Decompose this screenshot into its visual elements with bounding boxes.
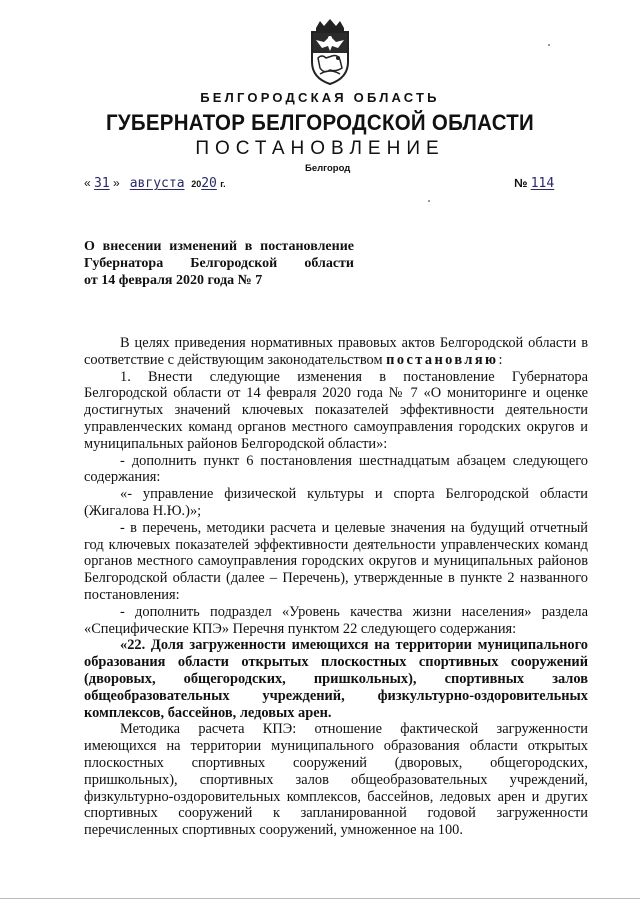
paragraph-methodology: Методика расчета КПЭ: отношение фактической загруженности имеющихся на территории муниципального образования области открытых плоскостных спортивных сооружений (дворовых, общегородских, пришкольных), спортивных залов общеобразовательных учреждений, физкультурно-оздоровительных комплексов, бассейнов, ледовых арен и других спортивных сооружений к запланированной годовой загруженности перечисленных спортивных сооружений, умноженное на 100. — [84, 721, 588, 839]
date-year-prefix: 20 — [191, 179, 202, 189]
page-bottom-edge — [0, 898, 640, 899]
preamble-end: : — [498, 351, 503, 368]
paragraph-item-1: 1. Внести следующие изменения в постановление Губернатора Белгородской области от 14 февраля 2020 года № 7 «О мониторинге и оценке достигнутых значений ключевых показателей эффективности деятельности управленческих команд органов местного самоуправления городских округов и муниципальных районов Белгородской области»: — [84, 368, 588, 452]
number-label: № — [514, 176, 528, 190]
subject-line-1: О внесении изменений в постановление — [84, 239, 354, 254]
document-type: ПОСТАНОВЛЕНИЕ — [195, 138, 445, 159]
scan-speck — [548, 44, 550, 46]
paragraph-point-22: «22. Доля загруженности имеющихся на территории муниципального образования области открытых плоскостных спортивных сооружений (дворовых, общегородских, пришкольных), спортивных залов общеобразовательных учреждений, физкультурно-оздоровительных комплексов, бассейнов, ледовых арен. — [84, 637, 588, 721]
governor-title: ГУБЕРНАТОР БЕЛГОРОДСКОЙ ОБЛАСТИ — [105, 110, 535, 135]
document-subject — [84, 238, 354, 289]
paragraph-preamble — [84, 335, 588, 369]
preamble-keyword: постановляю — [386, 351, 499, 368]
region-title: БЕЛГОРОДСКАЯ ОБЛАСТЬ — [200, 90, 440, 105]
document-date — [84, 176, 226, 191]
scan-speck — [428, 200, 430, 202]
paragraph-add-point-6: - дополнить пункт 6 постановления шестнадцатым абзацем следующего содержания: — [84, 452, 588, 486]
date-year-suffix: 20 — [201, 176, 217, 191]
paragraph-quote-management: «- управление физической культуры и спорта Белгородской области (Жигалова Н.Ю.)»; — [84, 486, 588, 519]
document-number — [514, 176, 554, 191]
date-close-quote: » — [113, 176, 120, 190]
belgorod-coat-of-arms-icon — [302, 18, 358, 86]
preamble-text: В целях приведения нормативных правовых актов Белгородской области в соответствие с действующим законодательством — [84, 335, 588, 368]
date-month: августа — [129, 176, 185, 191]
date-day: 31 — [94, 176, 110, 191]
city-label: Белгород — [305, 163, 351, 174]
number-value: 114 — [530, 176, 555, 191]
subject-line-3: от 14 февраля 2020 года № 7 — [84, 273, 263, 288]
document-body — [84, 335, 588, 839]
date-open-quote: « — [84, 176, 91, 190]
date-year-unit: г. — [220, 179, 226, 189]
subject-line-2: Губернатора Белгородской области — [84, 256, 354, 271]
paragraph-add-subsection: - дополнить подраздел «Уровень качества жизни населения» раздела «Специфические КПЭ» Перечня пунктом 22 следующего содержания: — [84, 603, 588, 637]
paragraph-list-changes: - в перечень, методики расчета и целевые значения на будущий отчетный год ключевых показателей эффективности деятельности управленческих команд органов местного самоуправления городских округов и муниципальных районов Белгородской области (далее – Перечень), утвержденные в пункте 2 названного постановления: — [84, 519, 588, 603]
